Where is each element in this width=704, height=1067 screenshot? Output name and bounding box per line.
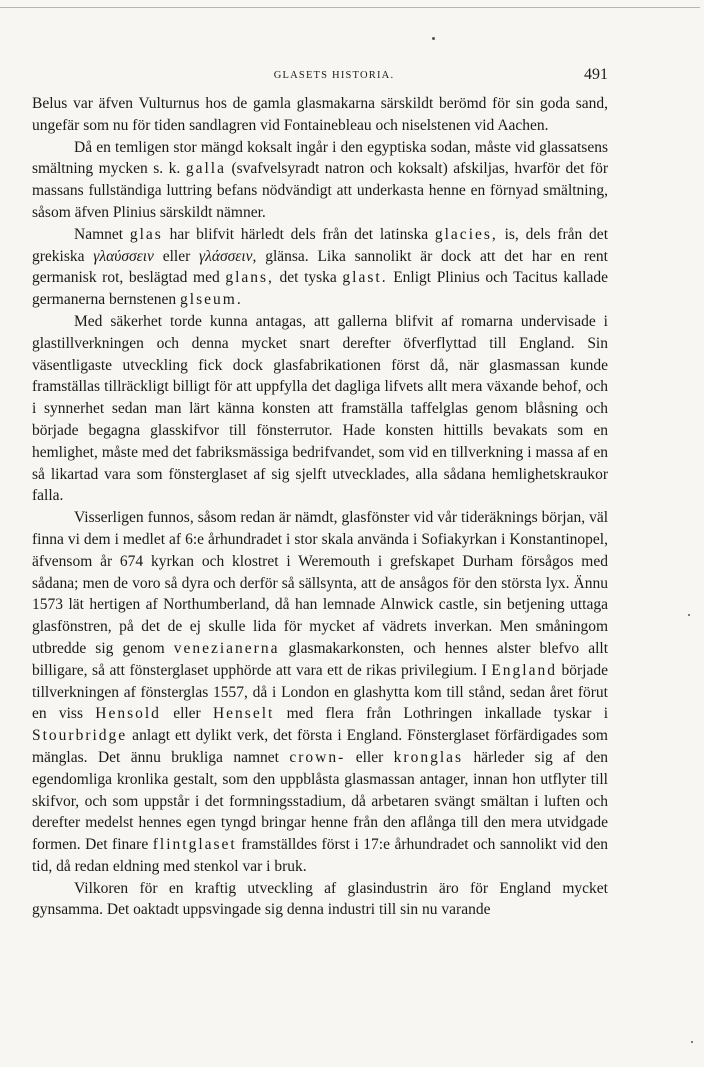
text-run: Belus var äfven Vulturnus hos de gamla glasmakarna särskildt berömd för sin goda sand, ungefär som nu för tiden sandlagren vid Fontainebleau och niselstenen vid Aachen.: [32, 95, 608, 134]
text-run: härleder sig af den egendomliga kronlika gestalt, som den uppblåsta glasmassan antager, innan hon utflyter till skifvor, och som uppstår i det formningsstadium, då arbetaren svängt smältan i luften och derefter medelst hennes egen tyngd bringar henne från den aflånga till den mera utvidgade formen. Det finare: [32, 748, 608, 854]
spaced-term: venezianerna: [173, 639, 280, 657]
paragraph: [32, 311, 608, 507]
text-run: is, dels från det grekiska: [32, 225, 608, 265]
text-run: Visserligen funnos, såsom redan är nämdt, glasfönster vid vår tideräknings början, väl finna vi dem i medlet af 6:e århundradet i stor skala använda i Sofiakyrkan i Konstantinopel, äfvensom år 674 kyrkan och klostret i Weremouth i grefskapet Durham försågos med sådana; men de voro så dyra och derför så sällsynta, att de ansågos för den största lyx. Ännu 1573 lät hertigen af Northumberland, då han lemnade Alnwick castle, sin betjening uttaga glasfönstren, på det de ej skulle lida för mycket af vädrets inverkan. Men småningom utbredde sig genom: [32, 509, 608, 657]
running-title: GLASETS HISTORIA.: [273, 70, 395, 81]
text-run: har blifvit härledt dels från det latinska: [162, 225, 435, 243]
spaced-term: glacies,: [434, 225, 498, 243]
spaced-term: glast.: [342, 269, 388, 287]
paragraph: [32, 224, 608, 311]
spaced-term: galla: [185, 160, 226, 178]
text-run: (svafvelsyradt natron och koksalt) afskiljas, hvarför det för massans fullständiga luttring befans nödvändigt att underkasta henne en förnyad smältning, såsom äfven Plinius särskildt nämner.: [32, 160, 608, 221]
text-run: glänsa. Lika sannolikt är dock att det har en rent germanisk rot, beslägtad med: [32, 247, 608, 287]
top-edge-rule: [0, 7, 700, 8]
paragraph: [32, 137, 608, 224]
paragraph: [32, 507, 608, 878]
text-run: Vilkoren för en kraftig utveckling af glasindustrin äro för England mycket gynsamma. Det oaktadt uppsvingade sig denna industri till sin nu varande: [32, 879, 608, 919]
text-run: med flera från Lothringen inkallade tyskar i: [274, 705, 608, 723]
text-run: framställdes först i 17:e århundradet och sannolikt vid den tid, då redan eldning med stenkol var i bruk.: [32, 836, 609, 875]
text-run: började tillverkningen af fönsterglas 1557, då i London en glashytta kom till stånd, sedan året förut en viss: [32, 661, 608, 723]
text-run: eller: [345, 748, 394, 766]
paragraph: [32, 878, 608, 922]
spaced-term: Hensold: [95, 705, 161, 723]
page-header: [32, 66, 608, 86]
spaced-term: Stourbridge: [32, 727, 128, 745]
text-run: Enligt Plinius och Tacitus kallade germanerna bernstenen: [32, 269, 608, 309]
spaced-term: crown-: [289, 748, 346, 766]
text-run: Namnet: [74, 225, 130, 243]
text-run: anlagt ett dylikt verk, det första i England. Fönsterglaset förfärdigades som mänglas. Det ännu brukliga namnet: [32, 727, 608, 766]
print-speck: [691, 1041, 693, 1043]
spaced-term: glas: [129, 225, 163, 243]
body-text: [32, 93, 608, 921]
print-speck: [688, 614, 690, 616]
spaced-term: glseum.: [180, 291, 243, 309]
text-run: eller: [153, 247, 200, 265]
text-run: Då en temligen stor mängd koksalt ingår i den egyptiska sodan, måste vid glassatsens smältning mycken s. k.: [32, 138, 608, 178]
spaced-term: kronglas: [393, 748, 464, 766]
spaced-term: glans,: [225, 269, 274, 287]
greek-term: γλαύσσειν: [93, 247, 154, 265]
text-run: Med säkerhet torde kunna antagas, att gallerna blifvit af romarna undervisade i glastillverkningen och denna mycket snart derefter öfverflyttad till England. Sin väsentligaste utveckling fick dock glasfabrikationen först då, när glasmassan kunde framställas tillräckligt billigt för att uppfylla det dagliga lifvets allt mera växande behof, och i synnerhet sedan man lärt känna konsten att framställa taffelglas genom blåsning och började begagna glasskifvor till fönsterrutor. Hade konsten hittills bevakats som en hemlighet, måste med det fabriksmässiga bedrifvandet, som vid en tillverkning i massa af en så likartad vara som fönsterglaset af sig sjelft utvecklades, alla sådana hemlighetskraukor falla.: [32, 312, 608, 505]
print-speck: [432, 37, 435, 40]
spaced-term: Henselt: [212, 705, 275, 723]
paragraph: [32, 93, 608, 137]
spaced-term: flintglaset: [152, 836, 237, 854]
greek-term: γλάσσειν,: [199, 247, 257, 265]
spaced-term: England: [491, 661, 557, 679]
text-run: glasmakarkonsten, och hennes alster blefvo allt billigare, så att fönsterglaset upphörde att vara ett de rikas privilegium. I: [32, 639, 608, 679]
text-run: det tyska: [273, 269, 343, 287]
text-run: eller: [160, 705, 213, 723]
page-number: 491: [584, 66, 608, 83]
